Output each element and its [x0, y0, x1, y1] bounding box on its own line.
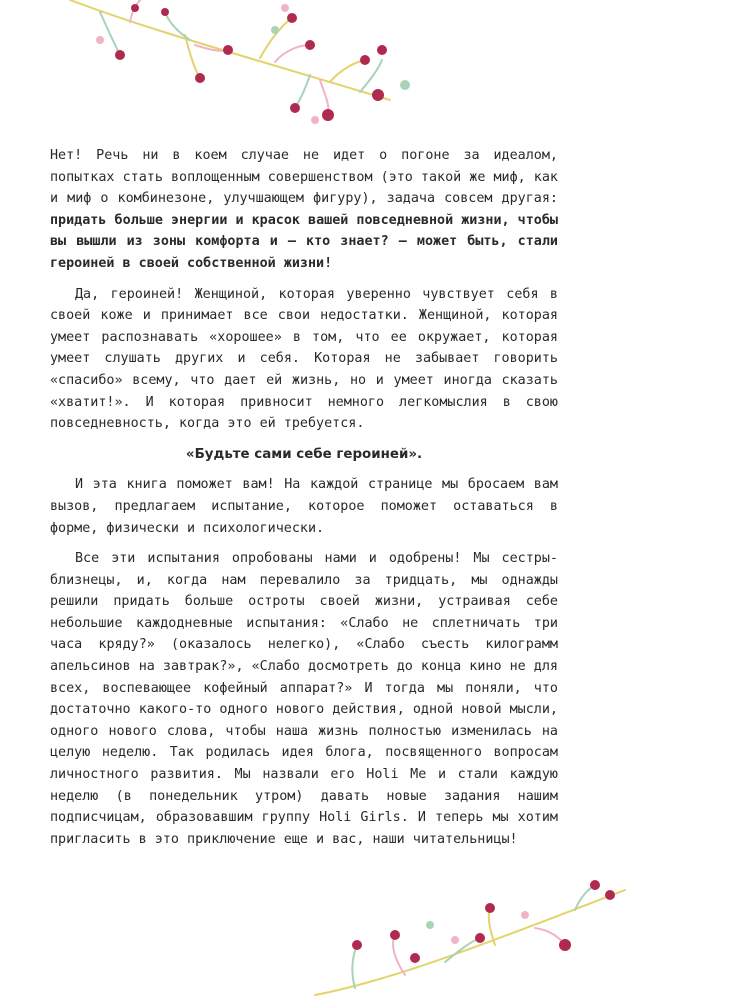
page-body [50, 145, 558, 859]
paragraph-2: Да, героиней! Женщиной, которая уверенно чувствует себя в своей коже и принимает все свои недостатки. Женщиной, которая умеет распознавать «хорошее» в том, что ее окружает, которая умеет слушать других и себя. Которая не забывает говорить «спасибо» всему, что дает ей жизнь, но и умеет иногда сказать «хватит!». И которая привносит немного легкомыслия в свою повседневность, когда это ей требуется. [50, 286, 558, 432]
quote-line: «Будьте сами себе героиней». [185, 446, 423, 462]
decorative-branch-top [60, 0, 440, 135]
paragraph-3: И эта книга поможет вам! На каждой странице мы бросаем вам вызов, предлагаем испытание, которое поможет оставаться в форме, физически и психологически. [50, 477, 558, 536]
paragraph-1-bold: придать больше энергии и красок вашей повседневной жизни, чтобы вы вышли из зоны комфорта и — кто знает? — может быть, стали героиней в своей собственной жизни! [50, 212, 558, 271]
paragraph-1-text: Нет! Речь ни в коем случае не идет о погоне за идеалом, попытках стать воплощенным совершенством (это такой же миф, как и миф о комбинезоне, улучшающем фигуру), задача совсем другая: [50, 148, 558, 207]
paragraph-1 [50, 145, 558, 275]
decorative-branch-bottom [295, 870, 635, 1000]
paragraph-4: Все эти испытания опробованы нами и одобрены! Мы сестры-близнецы, и, когда нам перевалило за тридцать, мы однажды решили придать больше остроты своей жизни, устраивая себе небольшие каждодневные испытания: «Слабо не сплетничать три часа кряду?» (оказалось нелегко), «Слабо съесть килограмм апельсинов на завтрак?», «Слабо досмотреть до конца кино не для всех, воспевающее кофейный аппарат?» И тогда мы поняли, что достаточно какого-то одного нового действия, одной новой мысли, одного нового слова, чтобы наша жизнь полностью изменилась на целую неделю. Так родилась идея блога, посвященного вопросам личностного развития. Мы назвали его Holi Me и стали каждую неделю (в понедельник утром) давать новые задания нашим подписчицам, образовавшим группу Holi Girls. И теперь мы хотим пригласить в это приключение еще и вас, наши читательницы! [50, 551, 558, 847]
